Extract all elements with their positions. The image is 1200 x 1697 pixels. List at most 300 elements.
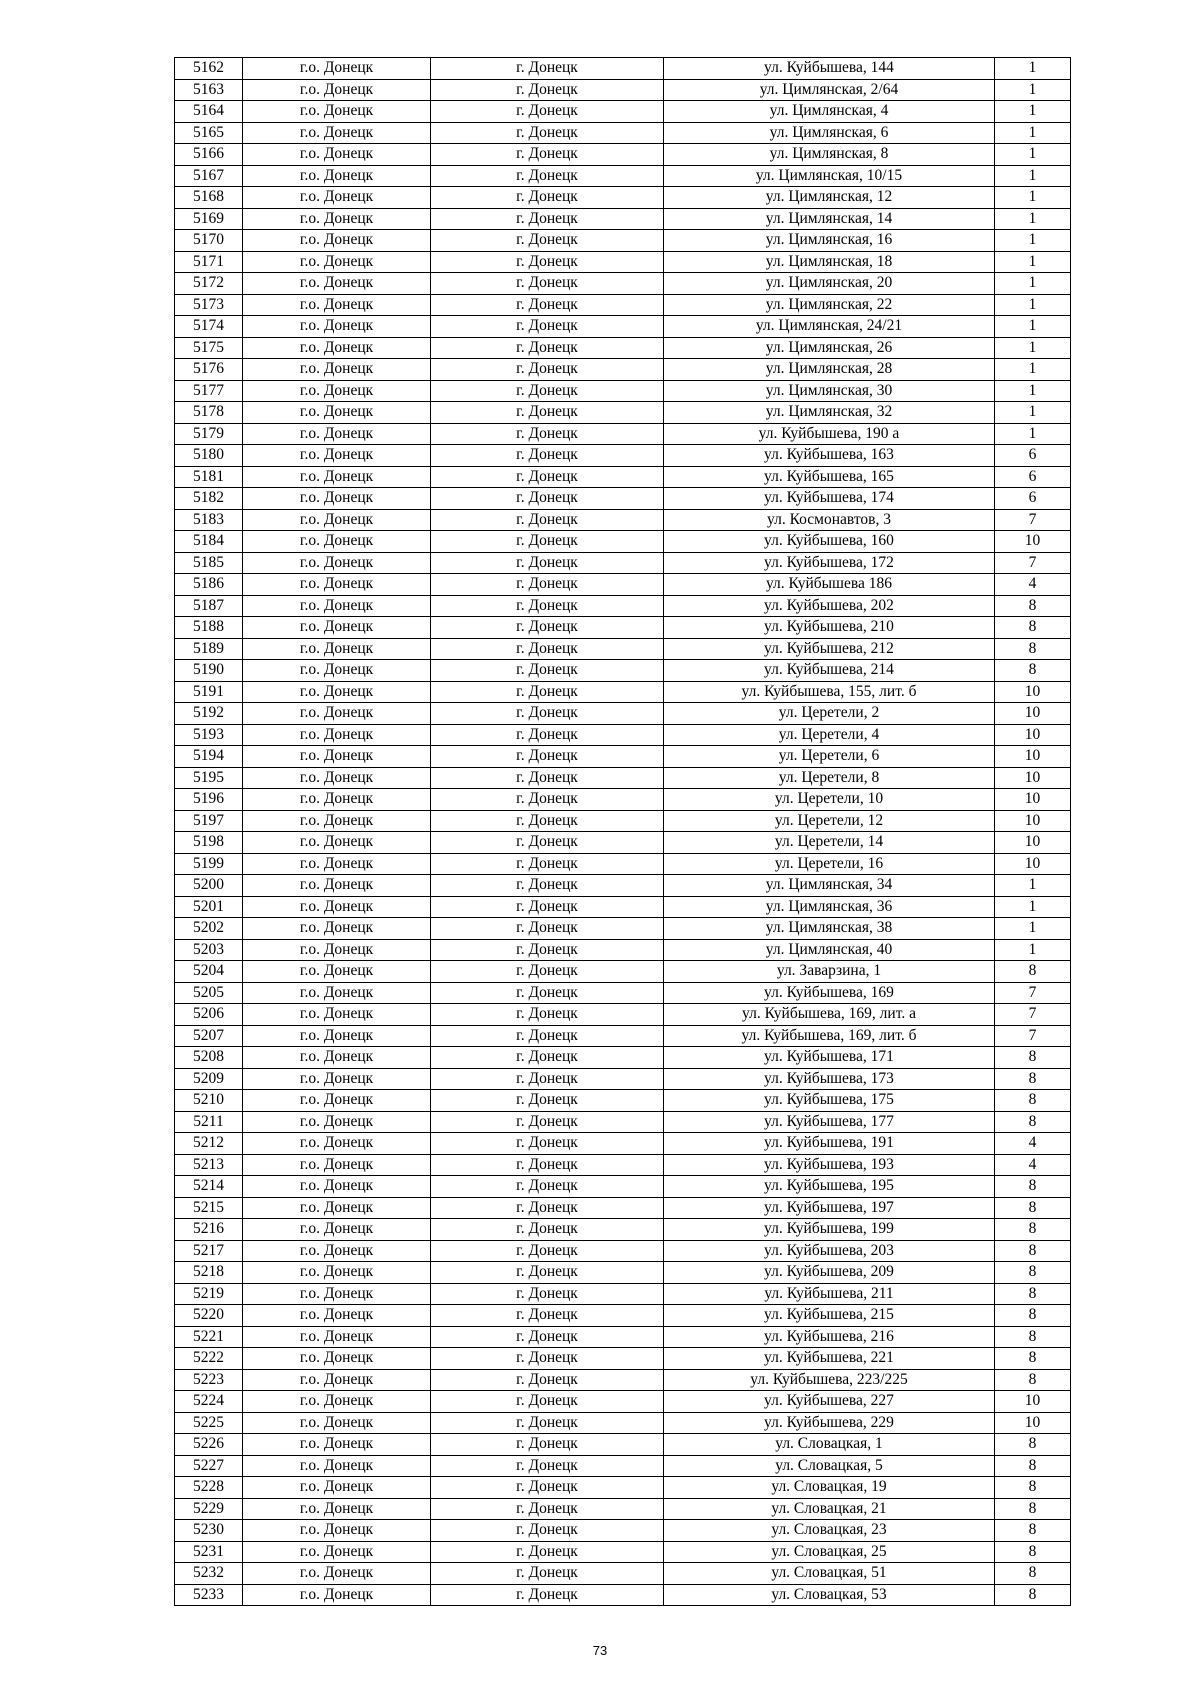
value-cell: 1 bbox=[995, 939, 1071, 961]
table-row bbox=[175, 509, 1071, 531]
row-number-cell: 5186 bbox=[175, 574, 243, 596]
value-cell: 8 bbox=[995, 617, 1071, 639]
table-row bbox=[175, 982, 1071, 1004]
value-cell: 1 bbox=[995, 402, 1071, 424]
address-cell: ул. Куйбышева, 202 bbox=[664, 595, 995, 617]
address-cell: ул. Куйбышева, 211 bbox=[664, 1283, 995, 1305]
row-number-cell: 5210 bbox=[175, 1090, 243, 1112]
value-cell: 1 bbox=[995, 79, 1071, 101]
value-cell: 6 bbox=[995, 466, 1071, 488]
value-cell: 7 bbox=[995, 1025, 1071, 1047]
table-row bbox=[175, 1111, 1071, 1133]
city-cell: г. Донецк bbox=[431, 165, 664, 187]
address-cell: ул. Куйбышева, 229 bbox=[664, 1412, 995, 1434]
address-cell: ул. Цимлянская, 32 bbox=[664, 402, 995, 424]
table-row bbox=[175, 1498, 1071, 1520]
address-cell: ул. Цимлянская, 36 bbox=[664, 896, 995, 918]
district-cell: г.о. Донецк bbox=[243, 230, 431, 252]
district-cell: г.о. Донецк bbox=[243, 1262, 431, 1284]
table-row bbox=[175, 294, 1071, 316]
value-cell: 7 bbox=[995, 982, 1071, 1004]
value-cell: 8 bbox=[995, 1219, 1071, 1241]
address-cell: ул. Цимлянская, 26 bbox=[664, 337, 995, 359]
value-cell: 8 bbox=[995, 1090, 1071, 1112]
city-cell: г. Донецк bbox=[431, 466, 664, 488]
value-cell: 8 bbox=[995, 1305, 1071, 1327]
address-cell: ул. Космонавтов, 3 bbox=[664, 509, 995, 531]
table-row bbox=[175, 617, 1071, 639]
address-cell: ул. Словацкая, 5 bbox=[664, 1455, 995, 1477]
address-cell: ул. Словацкая, 1 bbox=[664, 1434, 995, 1456]
city-cell: г. Донецк bbox=[431, 423, 664, 445]
table-row bbox=[175, 316, 1071, 338]
value-cell: 7 bbox=[995, 552, 1071, 574]
value-cell: 6 bbox=[995, 445, 1071, 467]
district-cell: г.о. Донецк bbox=[243, 1541, 431, 1563]
address-cell: ул. Куйбышева, 214 bbox=[664, 660, 995, 682]
value-cell: 8 bbox=[995, 1563, 1071, 1585]
city-cell: г. Донецк bbox=[431, 853, 664, 875]
table-row bbox=[175, 767, 1071, 789]
district-cell: г.о. Донецк bbox=[243, 1455, 431, 1477]
row-number-cell: 5206 bbox=[175, 1004, 243, 1026]
address-cell: ул. Цимлянская, 6 bbox=[664, 122, 995, 144]
table-row bbox=[175, 1520, 1071, 1542]
city-cell: г. Донецк bbox=[431, 144, 664, 166]
row-number-cell: 5224 bbox=[175, 1391, 243, 1413]
row-number-cell: 5231 bbox=[175, 1541, 243, 1563]
city-cell: г. Донецк bbox=[431, 79, 664, 101]
row-number-cell: 5178 bbox=[175, 402, 243, 424]
address-cell: ул. Цимлянская, 34 bbox=[664, 875, 995, 897]
value-cell: 1 bbox=[995, 273, 1071, 295]
city-cell: г. Донецк bbox=[431, 617, 664, 639]
address-cell: ул. Куйбышева, 171 bbox=[664, 1047, 995, 1069]
city-cell: г. Донецк bbox=[431, 724, 664, 746]
city-cell: г. Донецк bbox=[431, 1133, 664, 1155]
page-number: 73 bbox=[592, 1643, 608, 1658]
row-number-cell: 5167 bbox=[175, 165, 243, 187]
value-cell: 10 bbox=[995, 853, 1071, 875]
address-cell: ул. Куйбышева, 174 bbox=[664, 488, 995, 510]
value-cell: 8 bbox=[995, 1369, 1071, 1391]
value-cell: 8 bbox=[995, 1176, 1071, 1198]
city-cell: г. Донецк bbox=[431, 832, 664, 854]
row-number-cell: 5188 bbox=[175, 617, 243, 639]
address-cell: ул. Церетели, 10 bbox=[664, 789, 995, 811]
address-cell: ул. Куйбышева, 193 bbox=[664, 1154, 995, 1176]
table-row bbox=[175, 1391, 1071, 1413]
value-cell: 8 bbox=[995, 1326, 1071, 1348]
address-cell: ул. Куйбышева, 197 bbox=[664, 1197, 995, 1219]
district-cell: г.о. Донецк bbox=[243, 875, 431, 897]
address-table bbox=[174, 57, 1071, 1606]
value-cell: 8 bbox=[995, 595, 1071, 617]
city-cell: г. Донецк bbox=[431, 660, 664, 682]
row-number-cell: 5182 bbox=[175, 488, 243, 510]
address-cell: ул. Цимлянская, 40 bbox=[664, 939, 995, 961]
row-number-cell: 5199 bbox=[175, 853, 243, 875]
table-row bbox=[175, 1154, 1071, 1176]
district-cell: г.о. Донецк bbox=[243, 1369, 431, 1391]
table-row bbox=[175, 939, 1071, 961]
district-cell: г.о. Донецк bbox=[243, 1090, 431, 1112]
table-row bbox=[175, 230, 1071, 252]
address-cell: ул. Церетели, 6 bbox=[664, 746, 995, 768]
row-number-cell: 5221 bbox=[175, 1326, 243, 1348]
district-cell: г.о. Донецк bbox=[243, 101, 431, 123]
district-cell: г.о. Донецк bbox=[243, 273, 431, 295]
row-number-cell: 5174 bbox=[175, 316, 243, 338]
table-row bbox=[175, 1584, 1071, 1606]
address-cell: ул. Куйбышева, 203 bbox=[664, 1240, 995, 1262]
district-cell: г.о. Донецк bbox=[243, 1111, 431, 1133]
district-cell: г.о. Донецк bbox=[243, 724, 431, 746]
district-cell: г.о. Донецк bbox=[243, 746, 431, 768]
district-cell: г.о. Донецк bbox=[243, 208, 431, 230]
row-number-cell: 5217 bbox=[175, 1240, 243, 1262]
district-cell: г.о. Донецк bbox=[243, 79, 431, 101]
value-cell: 8 bbox=[995, 1240, 1071, 1262]
value-cell: 1 bbox=[995, 187, 1071, 209]
value-cell: 10 bbox=[995, 810, 1071, 832]
value-cell: 10 bbox=[995, 681, 1071, 703]
table-row bbox=[175, 101, 1071, 123]
district-cell: г.о. Донецк bbox=[243, 531, 431, 553]
value-cell: 8 bbox=[995, 638, 1071, 660]
value-cell: 1 bbox=[995, 208, 1071, 230]
value-cell: 1 bbox=[995, 875, 1071, 897]
address-cell: ул. Куйбышева, 163 bbox=[664, 445, 995, 467]
row-number-cell: 5195 bbox=[175, 767, 243, 789]
city-cell: г. Донецк bbox=[431, 939, 664, 961]
district-cell: г.о. Донецк bbox=[243, 165, 431, 187]
value-cell: 1 bbox=[995, 359, 1071, 381]
city-cell: г. Донецк bbox=[431, 1219, 664, 1241]
row-number-cell: 5204 bbox=[175, 961, 243, 983]
row-number-cell: 5173 bbox=[175, 294, 243, 316]
address-table-body bbox=[175, 58, 1071, 1606]
row-number-cell: 5213 bbox=[175, 1154, 243, 1176]
city-cell: г. Донецк bbox=[431, 1412, 664, 1434]
address-cell: ул. Куйбышева, 199 bbox=[664, 1219, 995, 1241]
city-cell: г. Донецк bbox=[431, 1004, 664, 1026]
value-cell: 6 bbox=[995, 488, 1071, 510]
city-cell: г. Донецк bbox=[431, 1283, 664, 1305]
row-number-cell: 5181 bbox=[175, 466, 243, 488]
table-row bbox=[175, 531, 1071, 553]
district-cell: г.о. Донецк bbox=[243, 810, 431, 832]
district-cell: г.о. Донецк bbox=[243, 1197, 431, 1219]
row-number-cell: 5205 bbox=[175, 982, 243, 1004]
city-cell: г. Донецк bbox=[431, 101, 664, 123]
address-cell: ул. Куйбышева, 160 bbox=[664, 531, 995, 553]
value-cell: 8 bbox=[995, 1047, 1071, 1069]
value-cell: 1 bbox=[995, 251, 1071, 273]
city-cell: г. Донецк bbox=[431, 1498, 664, 1520]
table-row bbox=[175, 681, 1071, 703]
address-cell: ул. Куйбышева, 175 bbox=[664, 1090, 995, 1112]
address-cell: ул. Церетели, 16 bbox=[664, 853, 995, 875]
value-cell: 8 bbox=[995, 961, 1071, 983]
table-row bbox=[175, 1305, 1071, 1327]
city-cell: г. Донецк bbox=[431, 1068, 664, 1090]
city-cell: г. Донецк bbox=[431, 1348, 664, 1370]
table-row bbox=[175, 853, 1071, 875]
district-cell: г.о. Донецк bbox=[243, 445, 431, 467]
row-number-cell: 5230 bbox=[175, 1520, 243, 1542]
row-number-cell: 5187 bbox=[175, 595, 243, 617]
table-row bbox=[175, 79, 1071, 101]
row-number-cell: 5216 bbox=[175, 1219, 243, 1241]
table-row bbox=[175, 402, 1071, 424]
district-cell: г.о. Донецк bbox=[243, 509, 431, 531]
address-cell: ул. Куйбышева, 195 bbox=[664, 1176, 995, 1198]
row-number-cell: 5166 bbox=[175, 144, 243, 166]
table-row bbox=[175, 574, 1071, 596]
city-cell: г. Донецк bbox=[431, 703, 664, 725]
address-cell: ул. Куйбышева 186 bbox=[664, 574, 995, 596]
value-cell: 10 bbox=[995, 1412, 1071, 1434]
district-cell: г.о. Донецк bbox=[243, 681, 431, 703]
district-cell: г.о. Донецк bbox=[243, 789, 431, 811]
table-row bbox=[175, 1348, 1071, 1370]
city-cell: г. Донецк bbox=[431, 961, 664, 983]
row-number-cell: 5203 bbox=[175, 939, 243, 961]
city-cell: г. Донецк bbox=[431, 1455, 664, 1477]
address-cell: ул. Куйбышева, 165 bbox=[664, 466, 995, 488]
address-cell: ул. Словацкая, 51 bbox=[664, 1563, 995, 1585]
row-number-cell: 5192 bbox=[175, 703, 243, 725]
row-number-cell: 5214 bbox=[175, 1176, 243, 1198]
table-row bbox=[175, 660, 1071, 682]
table-row bbox=[175, 1090, 1071, 1112]
city-cell: г. Донецк bbox=[431, 509, 664, 531]
address-cell: ул. Куйбышева, 210 bbox=[664, 617, 995, 639]
district-cell: г.о. Донецк bbox=[243, 337, 431, 359]
row-number-cell: 5177 bbox=[175, 380, 243, 402]
table-row bbox=[175, 896, 1071, 918]
value-cell: 1 bbox=[995, 144, 1071, 166]
value-cell: 8 bbox=[995, 1111, 1071, 1133]
city-cell: г. Донецк bbox=[431, 810, 664, 832]
district-cell: г.о. Донецк bbox=[243, 1391, 431, 1413]
address-cell: ул. Церетели, 4 bbox=[664, 724, 995, 746]
value-cell: 4 bbox=[995, 1133, 1071, 1155]
table-row bbox=[175, 187, 1071, 209]
city-cell: г. Донецк bbox=[431, 918, 664, 940]
district-cell: г.о. Донецк bbox=[243, 1305, 431, 1327]
district-cell: г.о. Донецк bbox=[243, 1025, 431, 1047]
city-cell: г. Донецк bbox=[431, 1434, 664, 1456]
row-number-cell: 5226 bbox=[175, 1434, 243, 1456]
address-cell: ул. Куйбышева, 155, лит. б bbox=[664, 681, 995, 703]
address-cell: ул. Куйбышева, 221 bbox=[664, 1348, 995, 1370]
address-cell: ул. Словацкая, 53 bbox=[664, 1584, 995, 1606]
district-cell: г.о. Донецк bbox=[243, 1477, 431, 1499]
address-cell: ул. Словацкая, 25 bbox=[664, 1541, 995, 1563]
row-number-cell: 5222 bbox=[175, 1348, 243, 1370]
district-cell: г.о. Донецк bbox=[243, 488, 431, 510]
value-cell: 8 bbox=[995, 1262, 1071, 1284]
city-cell: г. Донецк bbox=[431, 681, 664, 703]
city-cell: г. Донецк bbox=[431, 789, 664, 811]
district-cell: г.о. Донецк bbox=[243, 1412, 431, 1434]
table-row bbox=[175, 1240, 1071, 1262]
row-number-cell: 5190 bbox=[175, 660, 243, 682]
row-number-cell: 5212 bbox=[175, 1133, 243, 1155]
value-cell: 8 bbox=[995, 1477, 1071, 1499]
value-cell: 10 bbox=[995, 789, 1071, 811]
district-cell: г.о. Донецк bbox=[243, 1563, 431, 1585]
table-row bbox=[175, 918, 1071, 940]
address-cell: ул. Куйбышева, 223/225 bbox=[664, 1369, 995, 1391]
table-row bbox=[175, 724, 1071, 746]
city-cell: г. Донецк bbox=[431, 359, 664, 381]
address-cell: ул. Куйбышева, 209 bbox=[664, 1262, 995, 1284]
city-cell: г. Донецк bbox=[431, 1240, 664, 1262]
district-cell: г.о. Донецк bbox=[243, 617, 431, 639]
value-cell: 1 bbox=[995, 122, 1071, 144]
city-cell: г. Донецк bbox=[431, 316, 664, 338]
district-cell: г.о. Донецк bbox=[243, 703, 431, 725]
city-cell: г. Донецк bbox=[431, 1326, 664, 1348]
district-cell: г.о. Донецк bbox=[243, 1498, 431, 1520]
row-number-cell: 5223 bbox=[175, 1369, 243, 1391]
table-row bbox=[175, 703, 1071, 725]
value-cell: 1 bbox=[995, 380, 1071, 402]
city-cell: г. Донецк bbox=[431, 574, 664, 596]
address-cell: ул. Цимлянская, 14 bbox=[664, 208, 995, 230]
table-row bbox=[175, 595, 1071, 617]
address-cell: ул. Церетели, 8 bbox=[664, 767, 995, 789]
row-number-cell: 5218 bbox=[175, 1262, 243, 1284]
district-cell: г.о. Донецк bbox=[243, 552, 431, 574]
district-cell: г.о. Донецк bbox=[243, 982, 431, 1004]
row-number-cell: 5227 bbox=[175, 1455, 243, 1477]
city-cell: г. Донецк bbox=[431, 1584, 664, 1606]
city-cell: г. Донецк bbox=[431, 1520, 664, 1542]
value-cell: 10 bbox=[995, 746, 1071, 768]
address-cell: ул. Словацкая, 19 bbox=[664, 1477, 995, 1499]
district-cell: г.о. Донецк bbox=[243, 1348, 431, 1370]
address-cell: ул. Цимлянская, 2/64 bbox=[664, 79, 995, 101]
row-number-cell: 5171 bbox=[175, 251, 243, 273]
table-row bbox=[175, 423, 1071, 445]
value-cell: 8 bbox=[995, 1434, 1071, 1456]
row-number-cell: 5193 bbox=[175, 724, 243, 746]
city-cell: г. Донецк bbox=[431, 1090, 664, 1112]
city-cell: г. Донецк bbox=[431, 402, 664, 424]
address-cell: ул. Заварзина, 1 bbox=[664, 961, 995, 983]
address-cell: ул. Куйбышева, 173 bbox=[664, 1068, 995, 1090]
district-cell: г.о. Донецк bbox=[243, 660, 431, 682]
district-cell: г.о. Донецк bbox=[243, 574, 431, 596]
address-cell: ул. Церетели, 12 bbox=[664, 810, 995, 832]
city-cell: г. Донецк bbox=[431, 1369, 664, 1391]
table-row bbox=[175, 445, 1071, 467]
row-number-cell: 5233 bbox=[175, 1584, 243, 1606]
city-cell: г. Донецк bbox=[431, 337, 664, 359]
table-row bbox=[175, 1326, 1071, 1348]
district-cell: г.о. Донецк bbox=[243, 423, 431, 445]
district-cell: г.о. Донецк bbox=[243, 853, 431, 875]
address-cell: ул. Цимлянская, 20 bbox=[664, 273, 995, 295]
table-row bbox=[175, 1369, 1071, 1391]
address-cell: ул. Куйбышева, 169 bbox=[664, 982, 995, 1004]
district-cell: г.о. Донецк bbox=[243, 58, 431, 80]
row-number-cell: 5183 bbox=[175, 509, 243, 531]
address-cell: ул. Цимлянская, 28 bbox=[664, 359, 995, 381]
row-number-cell: 5165 bbox=[175, 122, 243, 144]
table-row bbox=[175, 1455, 1071, 1477]
city-cell: г. Донецк bbox=[431, 122, 664, 144]
value-cell: 1 bbox=[995, 337, 1071, 359]
address-cell: ул. Куйбышева, 169, лит. б bbox=[664, 1025, 995, 1047]
table-row bbox=[175, 488, 1071, 510]
value-cell: 4 bbox=[995, 574, 1071, 596]
row-number-cell: 5198 bbox=[175, 832, 243, 854]
row-number-cell: 5194 bbox=[175, 746, 243, 768]
city-cell: г. Донецк bbox=[431, 1197, 664, 1219]
table-row bbox=[175, 638, 1071, 660]
table-row bbox=[175, 1047, 1071, 1069]
city-cell: г. Донецк bbox=[431, 1047, 664, 1069]
table-row bbox=[175, 552, 1071, 574]
table-row bbox=[175, 1434, 1071, 1456]
city-cell: г. Донецк bbox=[431, 251, 664, 273]
city-cell: г. Донецк bbox=[431, 187, 664, 209]
table-row bbox=[175, 122, 1071, 144]
value-cell: 1 bbox=[995, 101, 1071, 123]
city-cell: г. Донецк bbox=[431, 445, 664, 467]
row-number-cell: 5202 bbox=[175, 918, 243, 940]
table-row bbox=[175, 1477, 1071, 1499]
value-cell: 8 bbox=[995, 1197, 1071, 1219]
table-row bbox=[175, 273, 1071, 295]
row-number-cell: 5209 bbox=[175, 1068, 243, 1090]
table-row bbox=[175, 832, 1071, 854]
district-cell: г.о. Донецк bbox=[243, 1240, 431, 1262]
district-cell: г.о. Донецк bbox=[243, 1283, 431, 1305]
row-number-cell: 5162 bbox=[175, 58, 243, 80]
value-cell: 8 bbox=[995, 660, 1071, 682]
value-cell: 1 bbox=[995, 165, 1071, 187]
value-cell: 8 bbox=[995, 1520, 1071, 1542]
district-cell: г.о. Донецк bbox=[243, 359, 431, 381]
district-cell: г.о. Донецк bbox=[243, 638, 431, 660]
address-cell: ул. Словацкая, 21 bbox=[664, 1498, 995, 1520]
table-row bbox=[175, 380, 1071, 402]
row-number-cell: 5172 bbox=[175, 273, 243, 295]
district-cell: г.о. Донецк bbox=[243, 961, 431, 983]
address-cell: ул. Куйбышева, 169, лит. а bbox=[664, 1004, 995, 1026]
row-number-cell: 5175 bbox=[175, 337, 243, 359]
district-cell: г.о. Донецк bbox=[243, 1520, 431, 1542]
address-cell: ул. Куйбышева, 227 bbox=[664, 1391, 995, 1413]
city-cell: г. Донецк bbox=[431, 1111, 664, 1133]
value-cell: 8 bbox=[995, 1283, 1071, 1305]
row-number-cell: 5215 bbox=[175, 1197, 243, 1219]
value-cell: 10 bbox=[995, 1391, 1071, 1413]
district-cell: г.о. Донецк bbox=[243, 1004, 431, 1026]
table-row bbox=[175, 1133, 1071, 1155]
row-number-cell: 5196 bbox=[175, 789, 243, 811]
address-cell: ул. Куйбышева, 190 а bbox=[664, 423, 995, 445]
table-row bbox=[175, 1004, 1071, 1026]
city-cell: г. Донецк bbox=[431, 273, 664, 295]
value-cell: 8 bbox=[995, 1541, 1071, 1563]
